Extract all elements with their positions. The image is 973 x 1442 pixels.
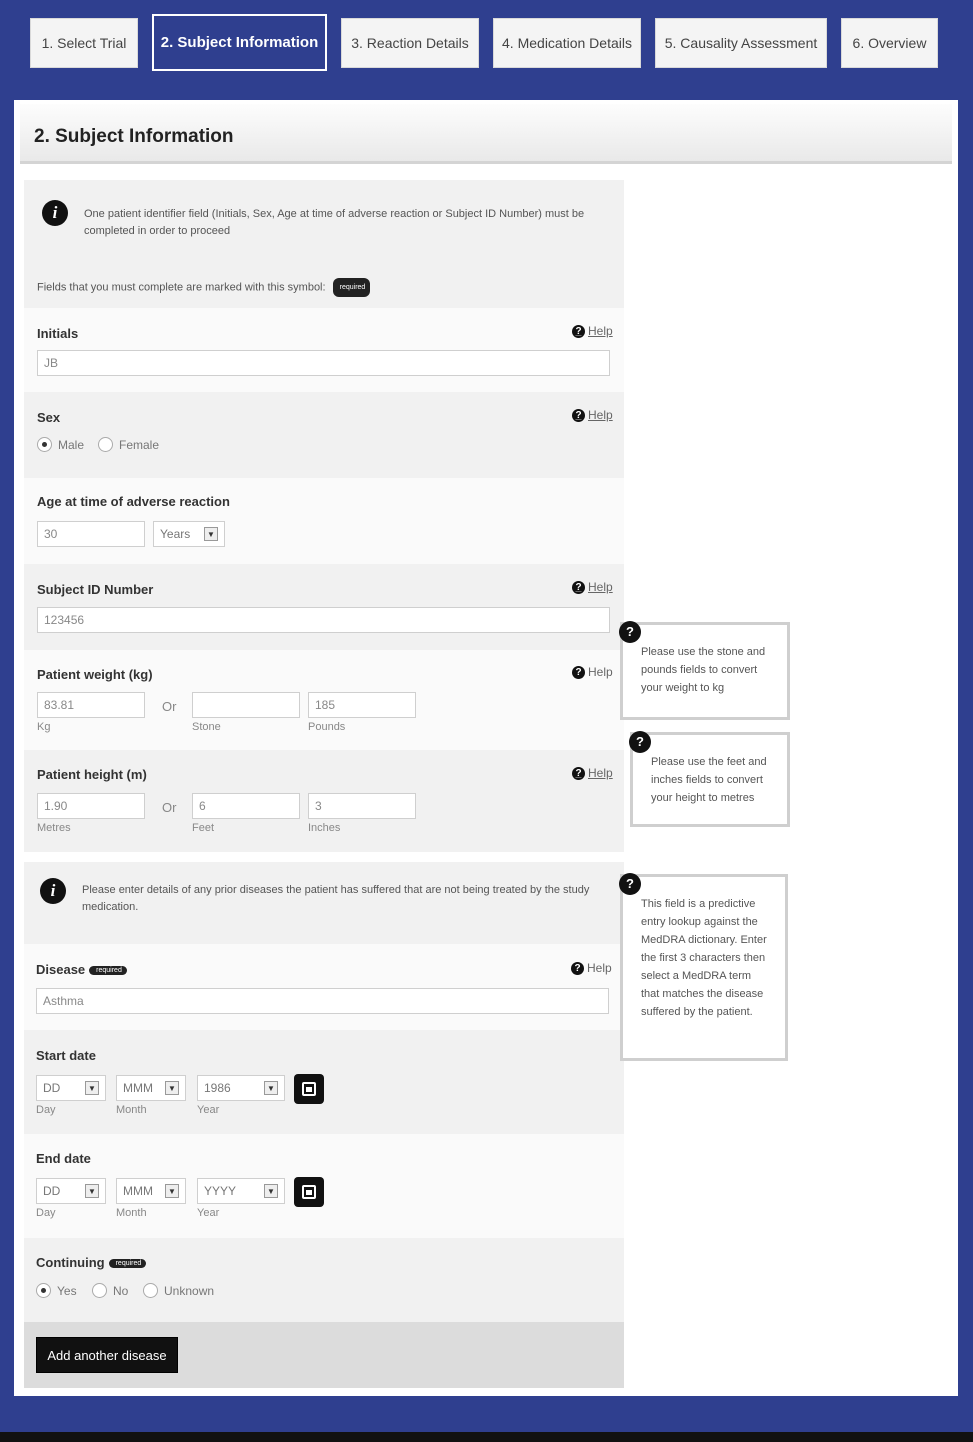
- year-caption: Year: [197, 1207, 220, 1219]
- select-value: 1986: [204, 1081, 231, 1095]
- chevron-down-icon: ▼: [85, 1184, 99, 1198]
- year-caption: Year: [197, 1104, 220, 1116]
- help-link: Help: [588, 766, 613, 780]
- age-label: Age at time of adverse reaction: [37, 494, 230, 509]
- weight-tooltip-text: Please use the stone and pounds fields to convert your weight to kg: [641, 646, 766, 694]
- disease-tooltip: [620, 874, 788, 1061]
- identifier-notice: One patient identifier field (Initials, Sex, Age at time of adverse reaction or Subject ID Number) must be completed in order to proceed: [84, 208, 585, 237]
- height-inches-input[interactable]: 3: [308, 793, 416, 819]
- question-icon: ?: [619, 621, 641, 643]
- day-caption: Day: [36, 1104, 56, 1116]
- subject-id-help[interactable]: [572, 580, 613, 594]
- start-date-label: Start date: [36, 1048, 96, 1063]
- tab-select-trial[interactable]: 1. Select Trial: [30, 18, 138, 68]
- help-link: Help: [588, 324, 613, 338]
- select-value: DD: [43, 1184, 61, 1198]
- subject-id-input[interactable]: 123456: [37, 607, 610, 633]
- radio-circle: [36, 1283, 51, 1298]
- sex-label: Sex: [37, 410, 61, 425]
- radio-label: Yes: [57, 1283, 77, 1298]
- question-icon: ?: [619, 873, 641, 895]
- chevron-down-icon: ▼: [264, 1184, 278, 1198]
- question-icon: ?: [629, 731, 651, 753]
- radio-circle: [92, 1283, 107, 1298]
- disease-label: [36, 962, 127, 977]
- tab-overview[interactable]: 6. Overview: [841, 18, 938, 68]
- continuing-unknown-radio[interactable]: [143, 1283, 214, 1298]
- height-metres-input[interactable]: 1.90: [37, 793, 145, 819]
- initials-help[interactable]: [572, 324, 613, 338]
- help-icon: ?: [571, 962, 584, 975]
- radio-label: Male: [58, 437, 85, 452]
- chevron-down-icon: ▼: [264, 1081, 278, 1095]
- help-icon: ?: [572, 581, 585, 594]
- chevron-down-icon: ▼: [85, 1081, 99, 1095]
- sex-section: [24, 392, 624, 478]
- initials-label: Initials: [37, 326, 79, 341]
- disease-help[interactable]: [571, 961, 612, 975]
- age-section: [24, 478, 624, 564]
- kg-caption: Kg: [37, 721, 51, 733]
- disease-tooltip-text: This field is a predictive entry lookup against the MedDRA dictionary. Enter the first 3 characters then select a MedDRA term that matches the disease suffered by the patient.: [641, 898, 767, 1018]
- start-year-select[interactable]: [197, 1075, 285, 1101]
- required-note-text: Fields that you must complete are marked with this symbol:: [37, 281, 326, 294]
- radio-circle: [98, 437, 113, 452]
- continuing-yes-radio[interactable]: [36, 1283, 77, 1298]
- add-disease-section: [24, 1322, 624, 1388]
- info-icon: i: [42, 200, 68, 226]
- select-value: MMM: [123, 1081, 153, 1095]
- required-badge: required: [109, 1259, 147, 1268]
- stone-caption: Stone: [192, 721, 221, 733]
- inches-caption: Inches: [308, 822, 341, 834]
- height-section: [24, 750, 624, 852]
- height-feet-input[interactable]: 6: [192, 793, 300, 819]
- disease-label-text: Disease: [36, 962, 86, 977]
- height-label: Patient height (m): [37, 767, 147, 782]
- prior-disease-notice: Please enter details of any prior diseases the patient has suffered that are not being treated by the study medication.: [82, 884, 590, 913]
- end-year-select[interactable]: [197, 1178, 285, 1204]
- required-badge: required: [89, 966, 127, 975]
- page-title: 2. Subject Information: [34, 126, 234, 147]
- radio-circle: [143, 1283, 158, 1298]
- subject-id-section: [24, 564, 624, 650]
- start-date-section: [24, 1030, 624, 1134]
- end-day-select[interactable]: [36, 1178, 106, 1204]
- radio-label: Unknown: [164, 1283, 215, 1298]
- weight-tooltip: [620, 622, 790, 720]
- weight-label: Patient weight (kg): [37, 667, 153, 682]
- radio-circle: [37, 437, 52, 452]
- help-icon: ?: [572, 409, 585, 422]
- required-note: [37, 278, 557, 297]
- calendar-icon[interactable]: [294, 1177, 324, 1207]
- initials-section: [24, 308, 624, 392]
- disease-section: [24, 944, 624, 1030]
- chevron-down-icon: ▼: [204, 527, 218, 541]
- help-icon: ?: [572, 325, 585, 338]
- weight-or: Or: [162, 699, 177, 714]
- help-link: Help: [588, 408, 613, 422]
- metres-caption: Metres: [37, 822, 71, 834]
- bottom-bar: [0, 1432, 973, 1442]
- tab-medication-details[interactable]: 4. Medication Details: [493, 18, 641, 68]
- help-link: Help: [587, 961, 612, 975]
- weight-help[interactable]: [572, 665, 613, 679]
- disease-input[interactable]: Asthma: [36, 988, 609, 1014]
- start-month-select[interactable]: [116, 1075, 186, 1101]
- panel-header: [20, 104, 952, 164]
- help-link: Help: [588, 580, 613, 594]
- subject-form: [24, 180, 624, 1388]
- month-caption: Month: [116, 1104, 147, 1116]
- height-help[interactable]: [572, 766, 613, 780]
- continuing-label-text: Continuing: [36, 1255, 105, 1270]
- calendar-icon[interactable]: [294, 1074, 324, 1104]
- initials-input[interactable]: JB: [37, 350, 610, 376]
- prior-disease-notice-section: [24, 862, 624, 944]
- radio-label: No: [113, 1283, 129, 1298]
- age-unit-value: Years: [160, 527, 191, 541]
- add-another-disease-button[interactable]: Add another disease: [36, 1337, 178, 1373]
- select-value: MMM: [123, 1184, 153, 1198]
- help-icon: ?: [572, 666, 585, 679]
- sex-female-radio[interactable]: [98, 437, 159, 452]
- age-unit-select[interactable]: [153, 521, 225, 547]
- height-or: Or: [162, 800, 177, 815]
- tab-reaction-details[interactable]: 3. Reaction Details: [341, 18, 479, 68]
- height-tooltip: [630, 732, 790, 827]
- notice-section: [24, 180, 624, 308]
- age-input[interactable]: 30: [37, 521, 145, 547]
- info-icon: i: [40, 878, 66, 904]
- weight-pounds-input[interactable]: 185: [308, 692, 416, 718]
- weight-kg-input[interactable]: 83.81: [37, 692, 145, 718]
- help-link: Help: [588, 665, 613, 679]
- sex-help[interactable]: [572, 408, 613, 422]
- help-icon: ?: [572, 767, 585, 780]
- subject-id-label: Subject ID Number: [37, 582, 154, 597]
- end-date-label: End date: [36, 1151, 91, 1166]
- weight-stone-input[interactable]: [192, 692, 300, 718]
- height-tooltip-text: Please use the feet and inches fields to convert your height to metres: [651, 756, 767, 804]
- main-panel: [14, 100, 958, 1396]
- sex-male-radio[interactable]: [37, 437, 84, 452]
- continuing-no-radio[interactable]: [92, 1283, 128, 1298]
- select-value: YYYY: [204, 1184, 237, 1198]
- weight-section: [24, 650, 624, 750]
- pounds-caption: Pounds: [308, 721, 346, 733]
- tab-causality-assessment[interactable]: 5. Causality Assessment: [655, 18, 827, 68]
- feet-caption: Feet: [192, 822, 215, 834]
- end-month-select[interactable]: [116, 1178, 186, 1204]
- required-badge: required: [333, 278, 371, 297]
- chevron-down-icon: ▼: [165, 1184, 179, 1198]
- chevron-down-icon: ▼: [165, 1081, 179, 1095]
- select-value: DD: [43, 1081, 61, 1095]
- end-date-section: [24, 1134, 624, 1238]
- month-caption: Month: [116, 1207, 147, 1219]
- continuing-label: [36, 1255, 146, 1270]
- start-day-select[interactable]: [36, 1075, 106, 1101]
- tab-subject-information[interactable]: 2. Subject Information: [152, 14, 327, 71]
- radio-label: Female: [119, 437, 160, 452]
- day-caption: Day: [36, 1207, 56, 1219]
- continuing-section: [24, 1238, 624, 1322]
